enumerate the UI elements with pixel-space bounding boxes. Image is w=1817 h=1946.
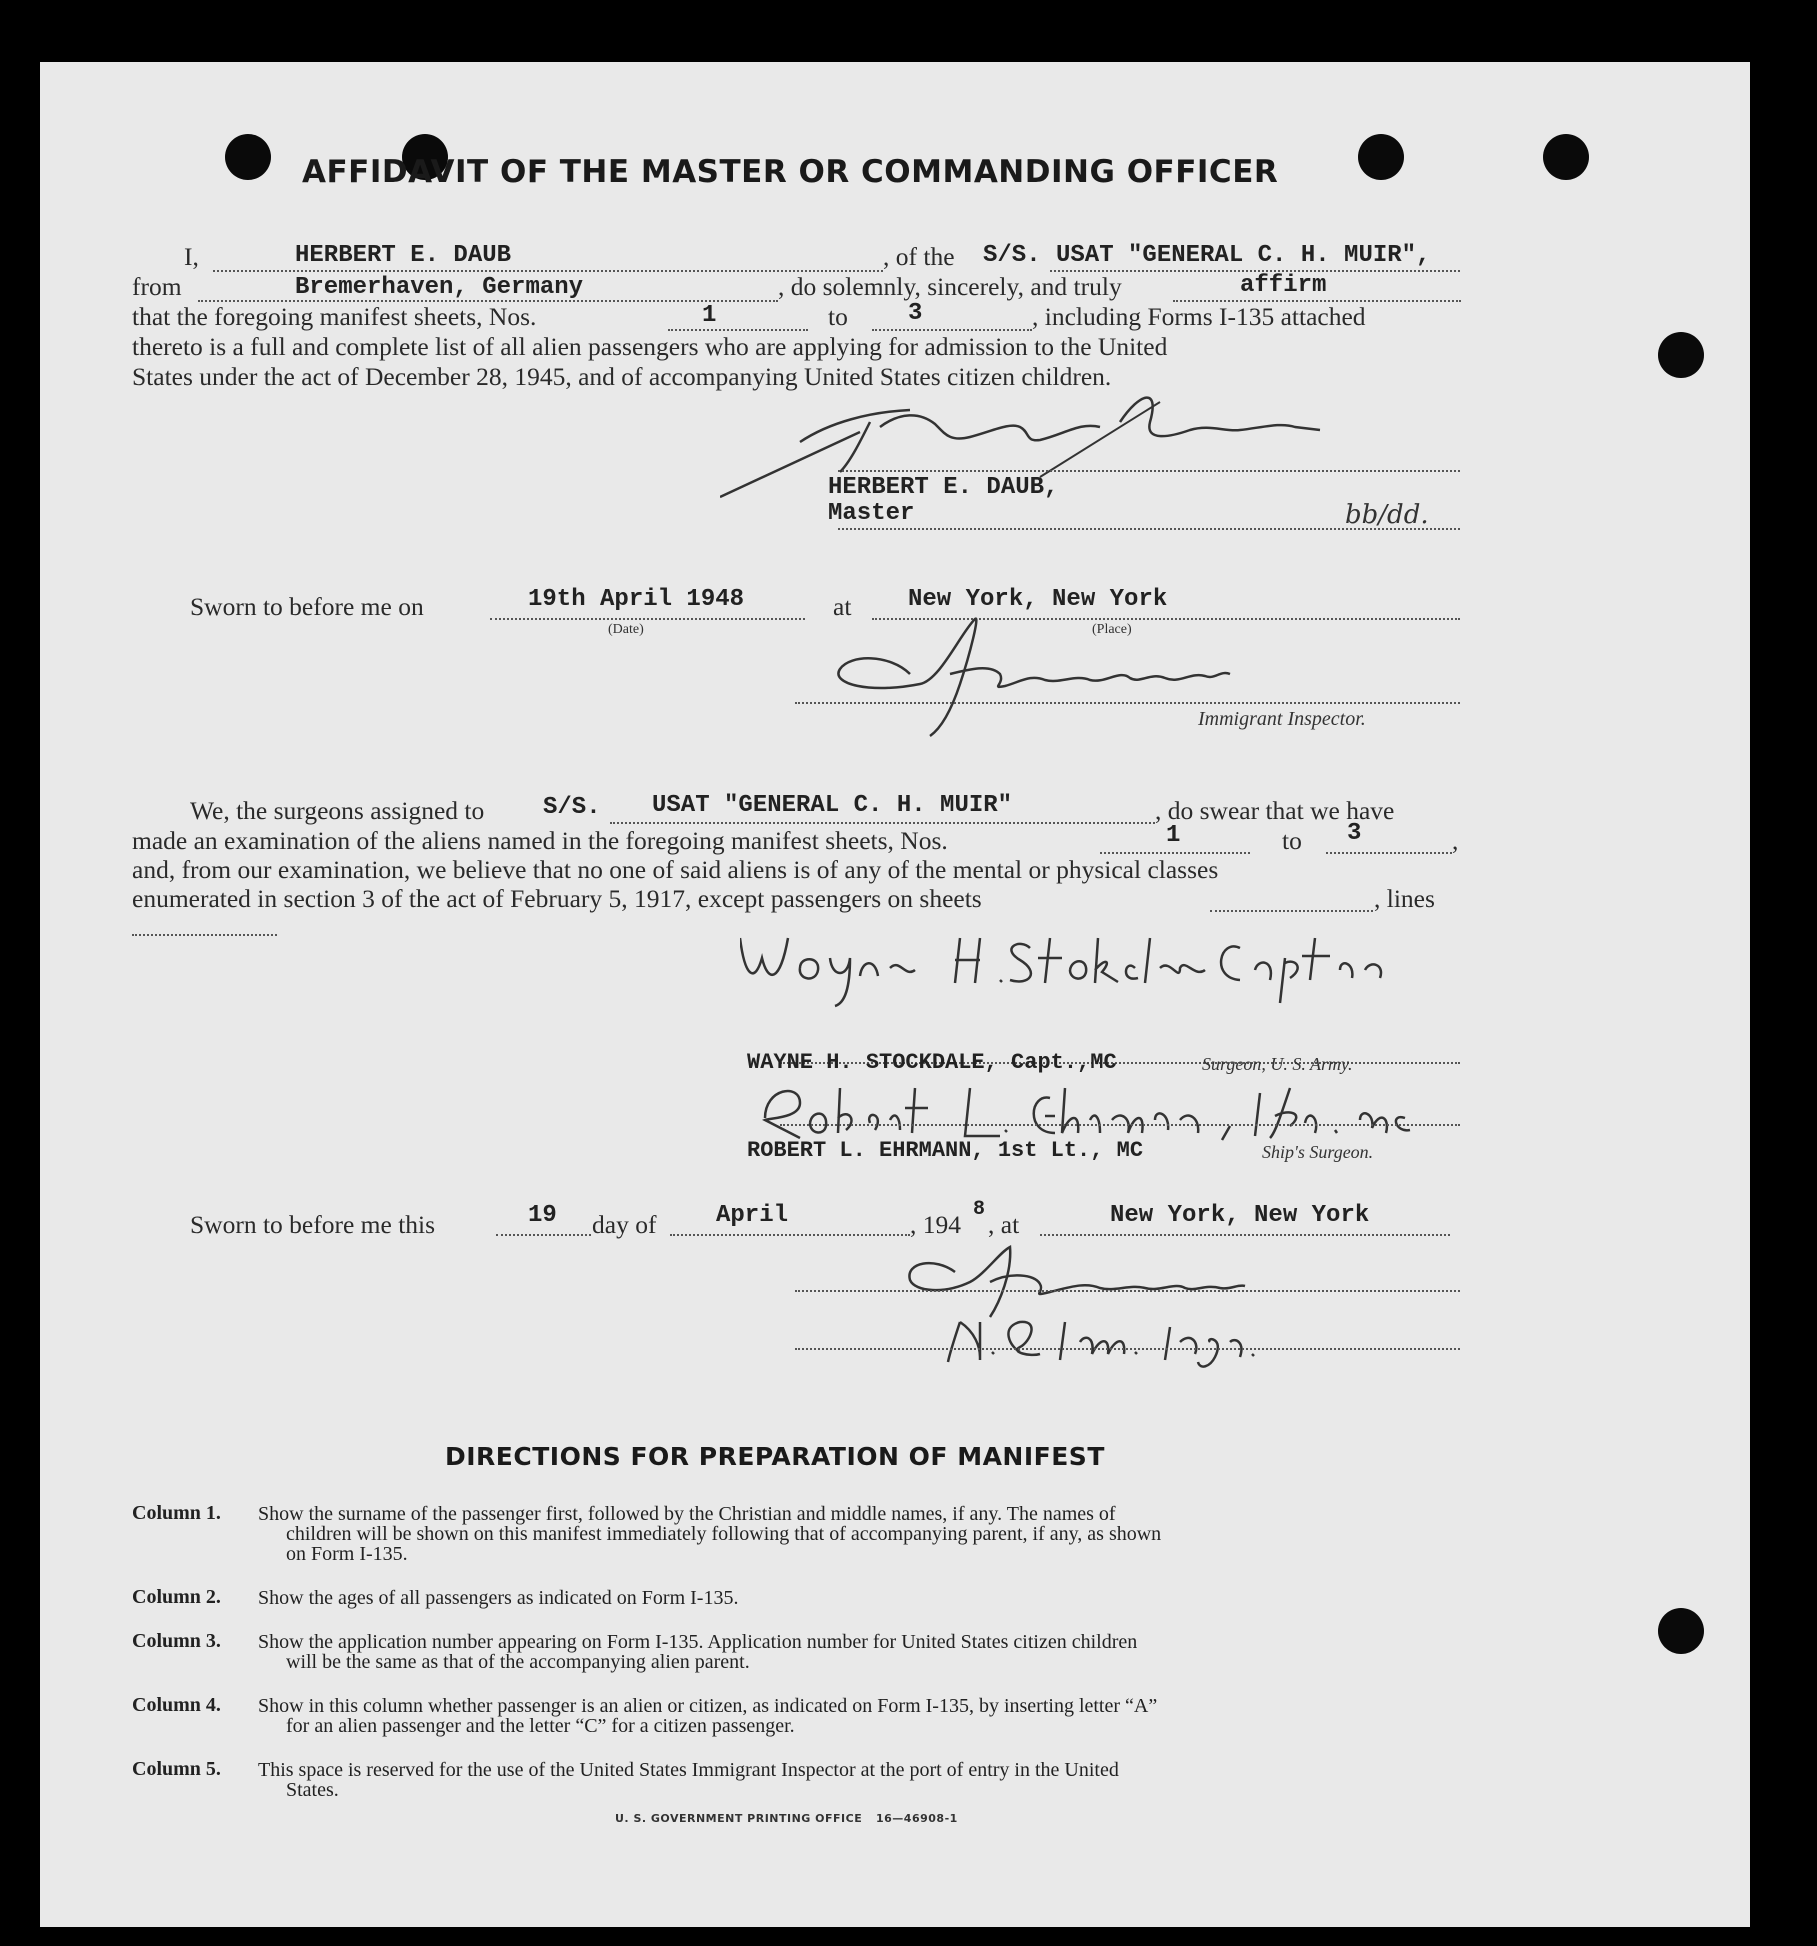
- sworn2-year-digit: 8: [973, 1198, 986, 1221]
- ship-prefix: S/S.: [983, 242, 1041, 269]
- p1-line4: thereto is a full and complete list of all alien passengers who are applying for admission to the United: [132, 332, 1168, 361]
- sworn2-day-of: day of: [592, 1210, 657, 1239]
- inspector2-signature: [880, 1242, 1320, 1372]
- sworn2-place: New York, New York: [1110, 1202, 1370, 1229]
- printer-imprint: U. S. GOVERNMENT PRINTING OFFICE: [615, 1812, 863, 1825]
- column-5-label: Column 5.: [132, 1758, 221, 1780]
- surgeon2-caption: Ship's Surgeon.: [1262, 1142, 1374, 1162]
- form-number: 16—46908-1: [876, 1812, 958, 1825]
- p2-comma: ,: [1452, 826, 1459, 855]
- column-1-line-2: children will be shown on this manifest immediately following that of accompanying parent, if any, as shown: [286, 1523, 1162, 1545]
- column-1-line-3: on Form I-135.: [286, 1543, 408, 1565]
- p1-of-the: , of the: [883, 242, 955, 271]
- port-field: Bremerhaven, Germany: [295, 274, 584, 301]
- column-3-line-1: Show the application number appearing on Form I-135. Application number for United States citizen children: [258, 1631, 1138, 1653]
- surgeons-sheet-to: 3: [1347, 820, 1362, 847]
- sworn2-year-prefix: , 194: [910, 1210, 961, 1239]
- ship-name-field: USAT "GENERAL C. H. MUIR",: [1056, 242, 1431, 269]
- column-2-line-1: Show the ages of all passengers as indicated on Form I-135.: [258, 1587, 739, 1609]
- p2-swear: , do swear that we have: [1155, 796, 1395, 825]
- date-caption: (Date): [608, 622, 644, 637]
- column-1-line-1: Show the surname of the passenger first, followed by the Christian and middle names, if any. The names of: [258, 1503, 1116, 1525]
- oath-word-field: affirm: [1240, 272, 1327, 299]
- sworn2-month: April: [716, 1202, 789, 1229]
- place-caption: (Place): [1092, 622, 1132, 637]
- p2-line4: enumerated in section 3 of the act of February 5, 1917, except passengers on sheets: [132, 884, 982, 913]
- p1-including: , including Forms I-135 attached: [1032, 302, 1366, 331]
- column-5-line-2: States.: [286, 1779, 339, 1801]
- punch-hole: [1658, 1608, 1704, 1654]
- p2-line3: and, from our examination, we believe that no one of said aliens is of any of the mental or physical classes: [132, 855, 1219, 884]
- punch-hole: [225, 134, 271, 180]
- surgeons-ship-name: USAT "GENERAL C. H. MUIR": [652, 792, 1013, 819]
- surgeon1-caption: Surgeon, U. S. Army.: [1202, 1054, 1353, 1074]
- surgeons-ship-prefix: S/S.: [543, 794, 601, 821]
- p2-we: We, the surgeons assigned to: [190, 796, 485, 825]
- sworn-at: at: [833, 592, 852, 621]
- p1-from: from: [132, 272, 182, 301]
- sworn2-at: , at: [988, 1210, 1020, 1239]
- sworn-place-field: New York, New York: [908, 586, 1168, 613]
- column-3-label: Column 3.: [132, 1630, 221, 1652]
- sheet-to-field: 3: [908, 300, 923, 327]
- document-page: [40, 62, 1750, 1927]
- directions-title: DIRECTIONS FOR PREPARATION OF MANIFEST: [445, 1442, 1105, 1471]
- sworn2-label: Sworn to before me this: [190, 1210, 436, 1239]
- sworn-label: Sworn to before me on: [190, 592, 424, 621]
- surgeons-sheet-from: 1: [1166, 822, 1181, 849]
- surgeon1-typed: WAYNE H. STOCKDALE, Capt.,MC: [747, 1050, 1117, 1075]
- punch-hole: [1543, 134, 1589, 180]
- column-4-line-1: Show in this column whether passenger is an alien or citizen, as indicated on Form I-135, by inserting letter “A”: [258, 1695, 1158, 1717]
- p2-to: to: [1282, 826, 1302, 855]
- p1-solemnly: , do solemnly, sincerely, and truly: [778, 272, 1122, 301]
- surgeon2-typed: ROBERT L. EHRMANN, 1st Lt., MC: [747, 1138, 1144, 1163]
- signer-name: HERBERT E. DAUB,: [828, 474, 1059, 501]
- sworn2-day: 19: [528, 1202, 557, 1229]
- inspector-caption: Immigrant Inspector.: [1198, 708, 1366, 730]
- master-name-field: HERBERT E. DAUB: [295, 242, 512, 269]
- p1-sheets: that the foregoing manifest sheets, Nos.: [132, 302, 537, 331]
- column-4-label: Column 4.: [132, 1694, 221, 1716]
- signer-title: Master: [828, 500, 915, 527]
- p1-i: I,: [184, 242, 199, 271]
- column-1-label: Column 1.: [132, 1502, 221, 1524]
- punch-hole: [1658, 332, 1704, 378]
- affidavit-title: AFFIDAVIT OF THE MASTER OR COMMANDING OFFICER: [302, 154, 1279, 190]
- p1-to: to: [828, 302, 848, 331]
- column-3-line-2: will be the same as that of the accompanying alien parent.: [286, 1651, 750, 1673]
- sheet-from-field: 1: [702, 302, 717, 329]
- surgeon1-signature: [740, 928, 1620, 1008]
- p2-lines: , lines: [1374, 884, 1435, 913]
- p2-line2: made an examination of the aliens named in the foregoing manifest sheets, Nos.: [132, 826, 948, 855]
- sworn-date-field: 19th April 1948: [528, 586, 745, 613]
- punch-hole: [1358, 134, 1404, 180]
- column-4-line-2: for an alien passenger and the letter “C” for a citizen passenger.: [286, 1715, 795, 1737]
- column-5-line-1: This space is reserved for the use of the United States Immigrant Inspector at the port of entry in the United: [258, 1759, 1119, 1781]
- column-2-label: Column 2.: [132, 1586, 221, 1608]
- p1-line5: States under the act of December 28, 1945, and of accompanying United States citizen children.: [132, 362, 1112, 391]
- signer-initials: bb/dd.: [1345, 500, 1429, 530]
